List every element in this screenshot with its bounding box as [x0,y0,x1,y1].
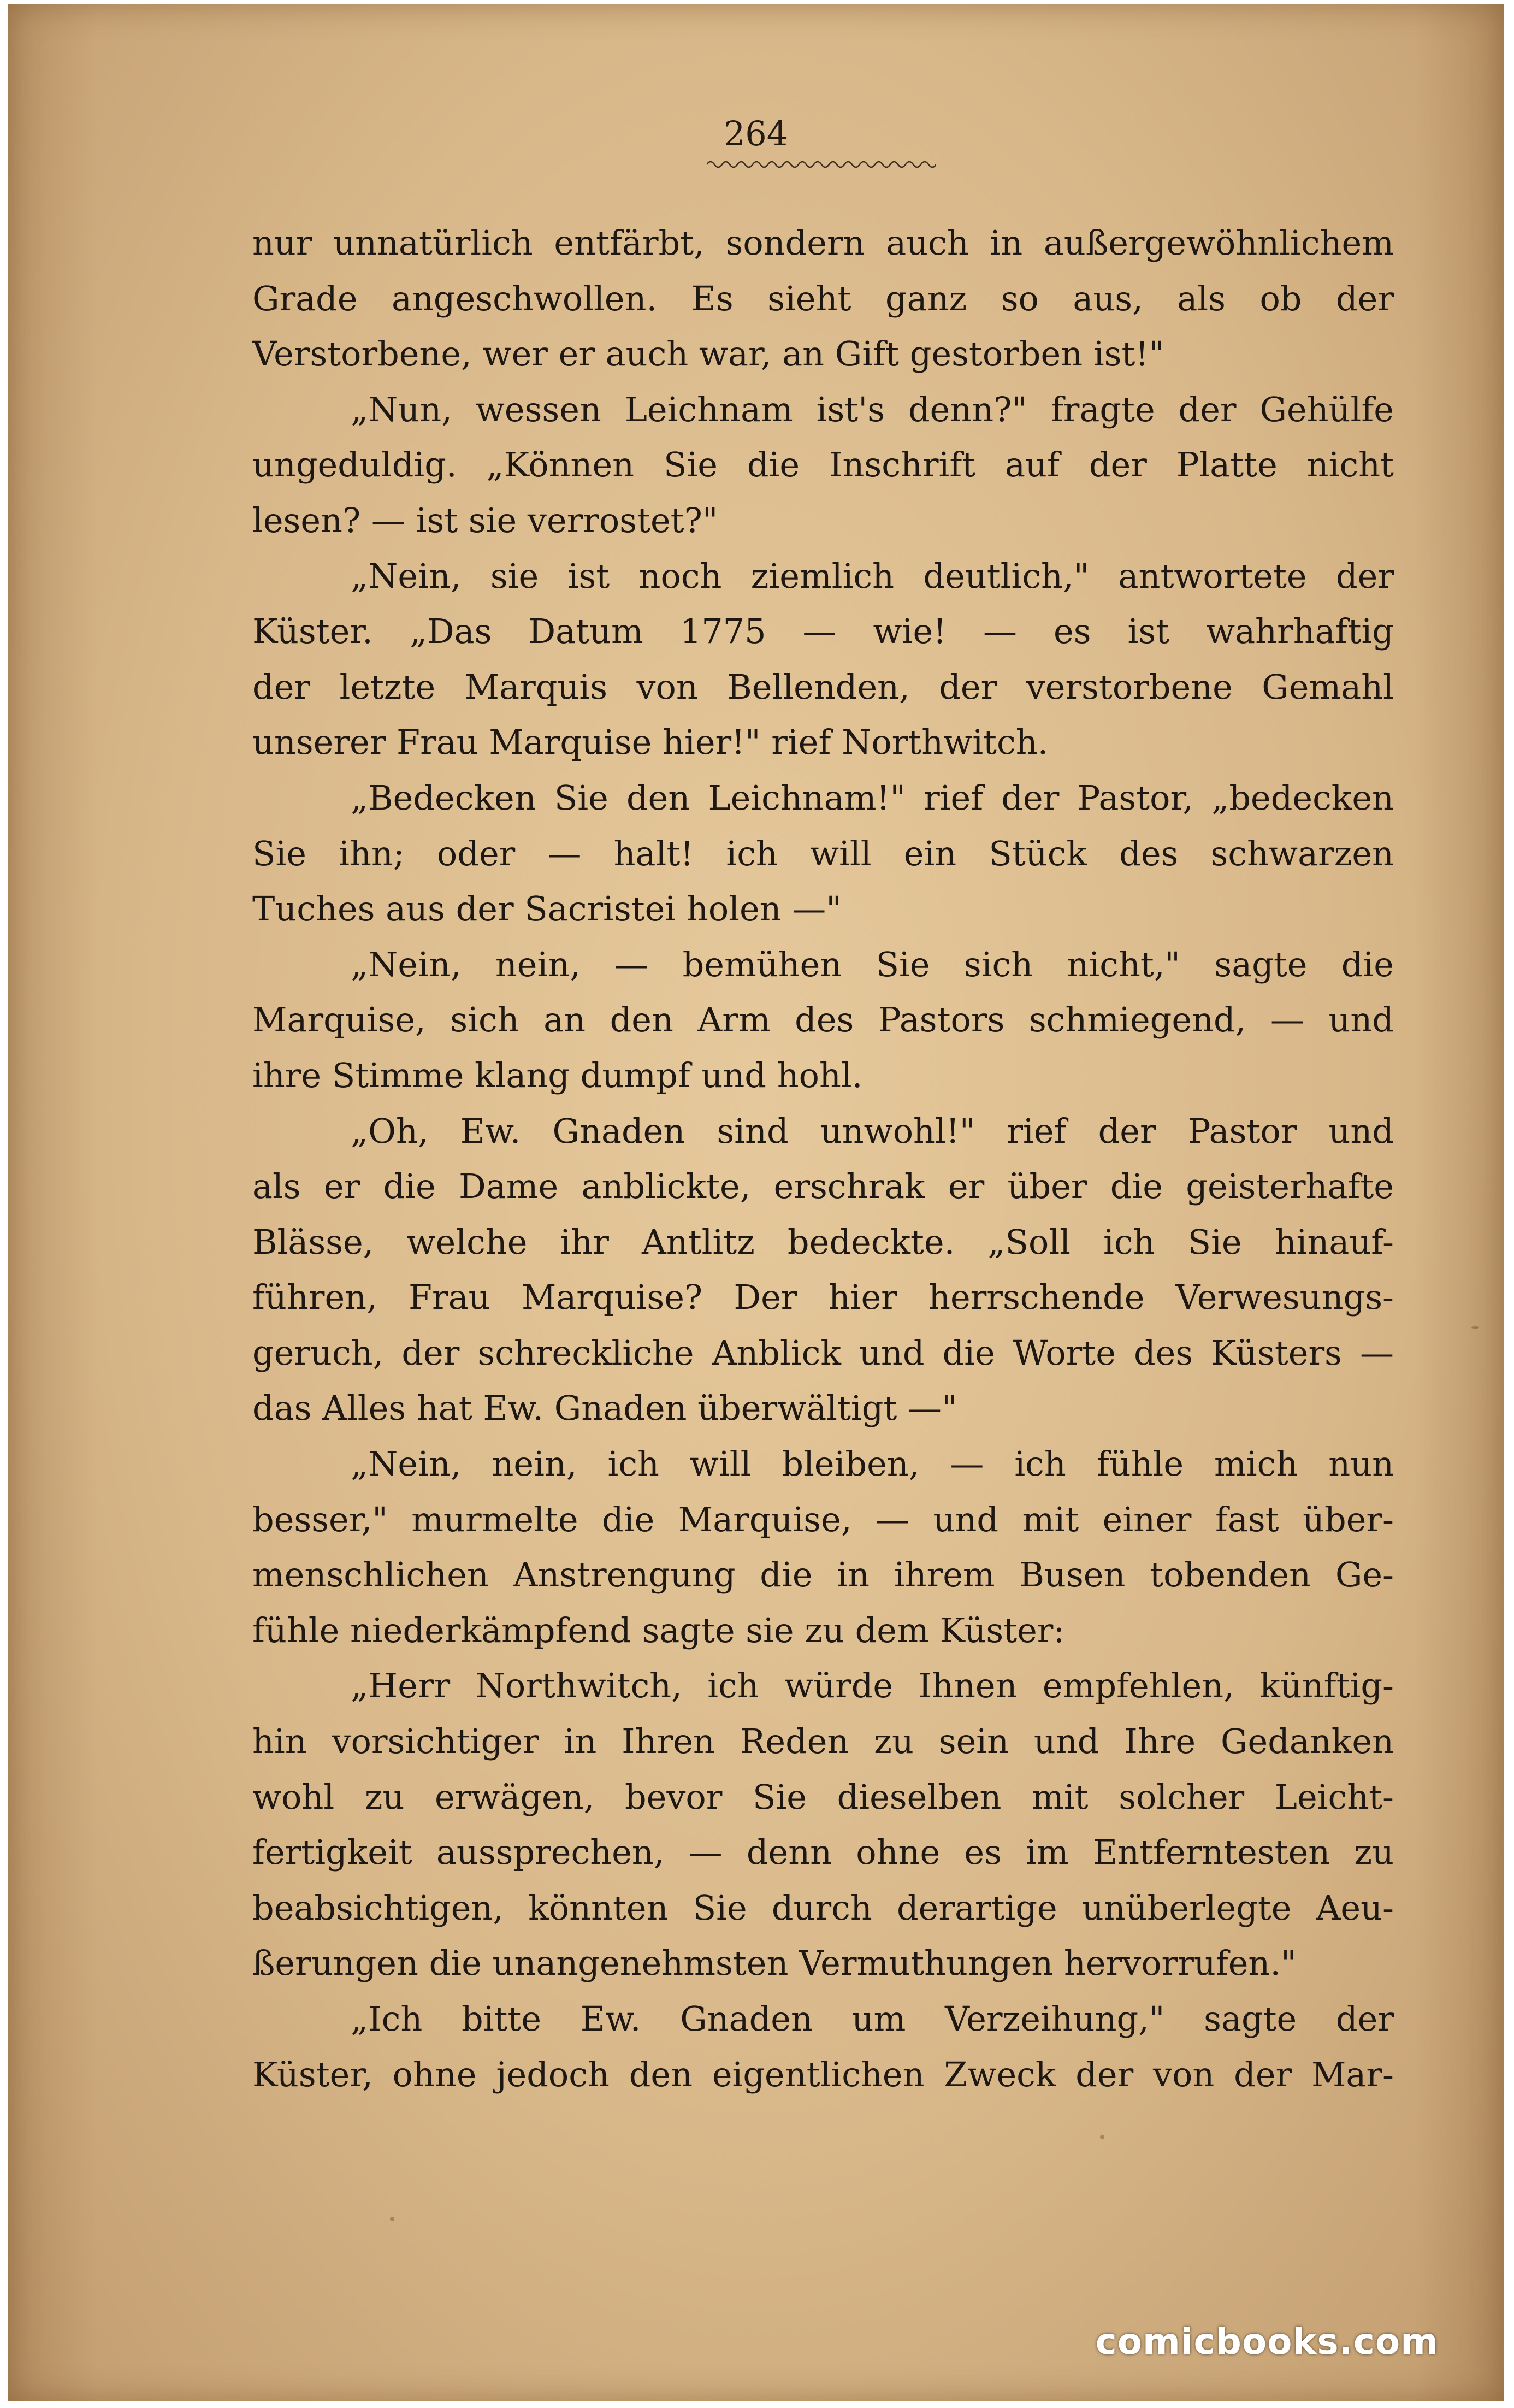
ornament-rule [707,157,936,172]
text-line: wohl zu erwägen, bevor Sie dieselben mit solcher Leicht- [252,1777,1394,1817]
text-line: „Nein, nein, — bemühen Sie sich nicht," sagte die [351,944,1394,984]
text-line: unserer Frau Marquise hier!" rief Northwitch. [252,722,1049,763]
text-line: als er die Dame anblickte, erschrak er über die geisterhafte [252,1166,1394,1207]
text-line: ßerungen die unangenehmsten Vermuthungen hervorrufen." [252,1943,1297,1984]
paper-speck [1471,1326,1479,1329]
text-line: fühle niederkämpfend sagte sie zu dem Küster: [252,1610,1065,1650]
watermark: comicbooks.com [1095,2321,1439,2363]
page-number: 264 [723,114,789,154]
text-line: „Nein, sie ist noch ziemlich deutlich," antwortete der [351,556,1394,596]
text-line: das Alles hat Ew. Gnaden überwältigt —" [252,1388,957,1429]
text-line: Marquise, sich an den Arm des Pastors schmiegend, — und [252,1000,1394,1040]
text-line: Küster, ohne jedoch den eigentlichen Zweck der von der Mar- [252,2054,1394,2094]
text-line: hin vorsichtiger in Ihren Reden zu sein und Ihre Gedanken [252,1721,1394,1762]
text-line: geruch, der schreckliche Anblick und die Worte des Küsters — [252,1332,1394,1373]
text-line: führen, Frau Marquise? Der hier herrschende Verwesungs- [252,1277,1394,1318]
text-line: ihre Stimme klang dumpf und hohl. [252,1055,863,1095]
text-line: Küster. „Das Datum 1775 — wie! — es ist wahrhaftig [252,611,1394,652]
paper-speck [390,2217,394,2221]
text-line: nur unnatürlich entfärbt, sondern auch in außergewöhnlichem [252,223,1394,263]
text-line: der letzte Marquis von Bellenden, der verstorbene Gemahl [252,666,1394,707]
text-line: „Ich bitte Ew. Gnaden um Verzeihung," sagte der [351,1999,1394,2039]
text-line: menschlichen Anstrengung die in ihrem Busen tobenden Ge- [252,1555,1394,1595]
text-line: beabsichtigen, könnten Sie durch derartige unüberlegte Aeu- [252,1887,1394,1928]
text-line: „Nun, wessen Leichnam ist's denn?" fragte der Gehülfe [351,389,1394,429]
text-line: Blässe, welche ihr Antlitz bedeckte. „Soll ich Sie hinauf- [252,1221,1394,1262]
text-line: „Herr Northwitch, ich würde Ihnen empfehlen, künftig- [351,1666,1394,1706]
text-line: Tuches aus der Sacristei holen —" [252,889,842,929]
text-line: fertigkeit aussprechen, — denn ohne es im Entferntesten zu [252,1832,1394,1873]
text-line: „Oh, Ew. Gnaden sind unwohl!" rief der Pastor und [351,1111,1394,1151]
text-line: lesen? — ist sie verrostet?" [252,500,718,540]
text-line: besser," murmelte die Marquise, — und mit einer fast über- [252,1499,1394,1539]
text-line: Sie ihn; oder — halt! ich will ein Stück des schwarzen [252,833,1394,874]
paper-speck [1100,2135,1104,2139]
text-line: Grade angeschwollen. Es sieht ganz so aus, als ob der [252,278,1394,318]
text-line: „Nein, nein, ich will bleiben, — ich fühle mich nun [351,1444,1394,1484]
text-line: Verstorbene, wer er auch war, an Gift gestorben ist!" [252,334,1164,374]
text-line: ungeduldig. „Können Sie die Inschrift auf der Platte nicht [252,445,1394,485]
book-page [8,4,1504,2401]
body-text [252,215,1394,2102]
text-line: „Bedecken Sie den Leichnam!" rief der Pastor, „bedecken [351,777,1394,818]
